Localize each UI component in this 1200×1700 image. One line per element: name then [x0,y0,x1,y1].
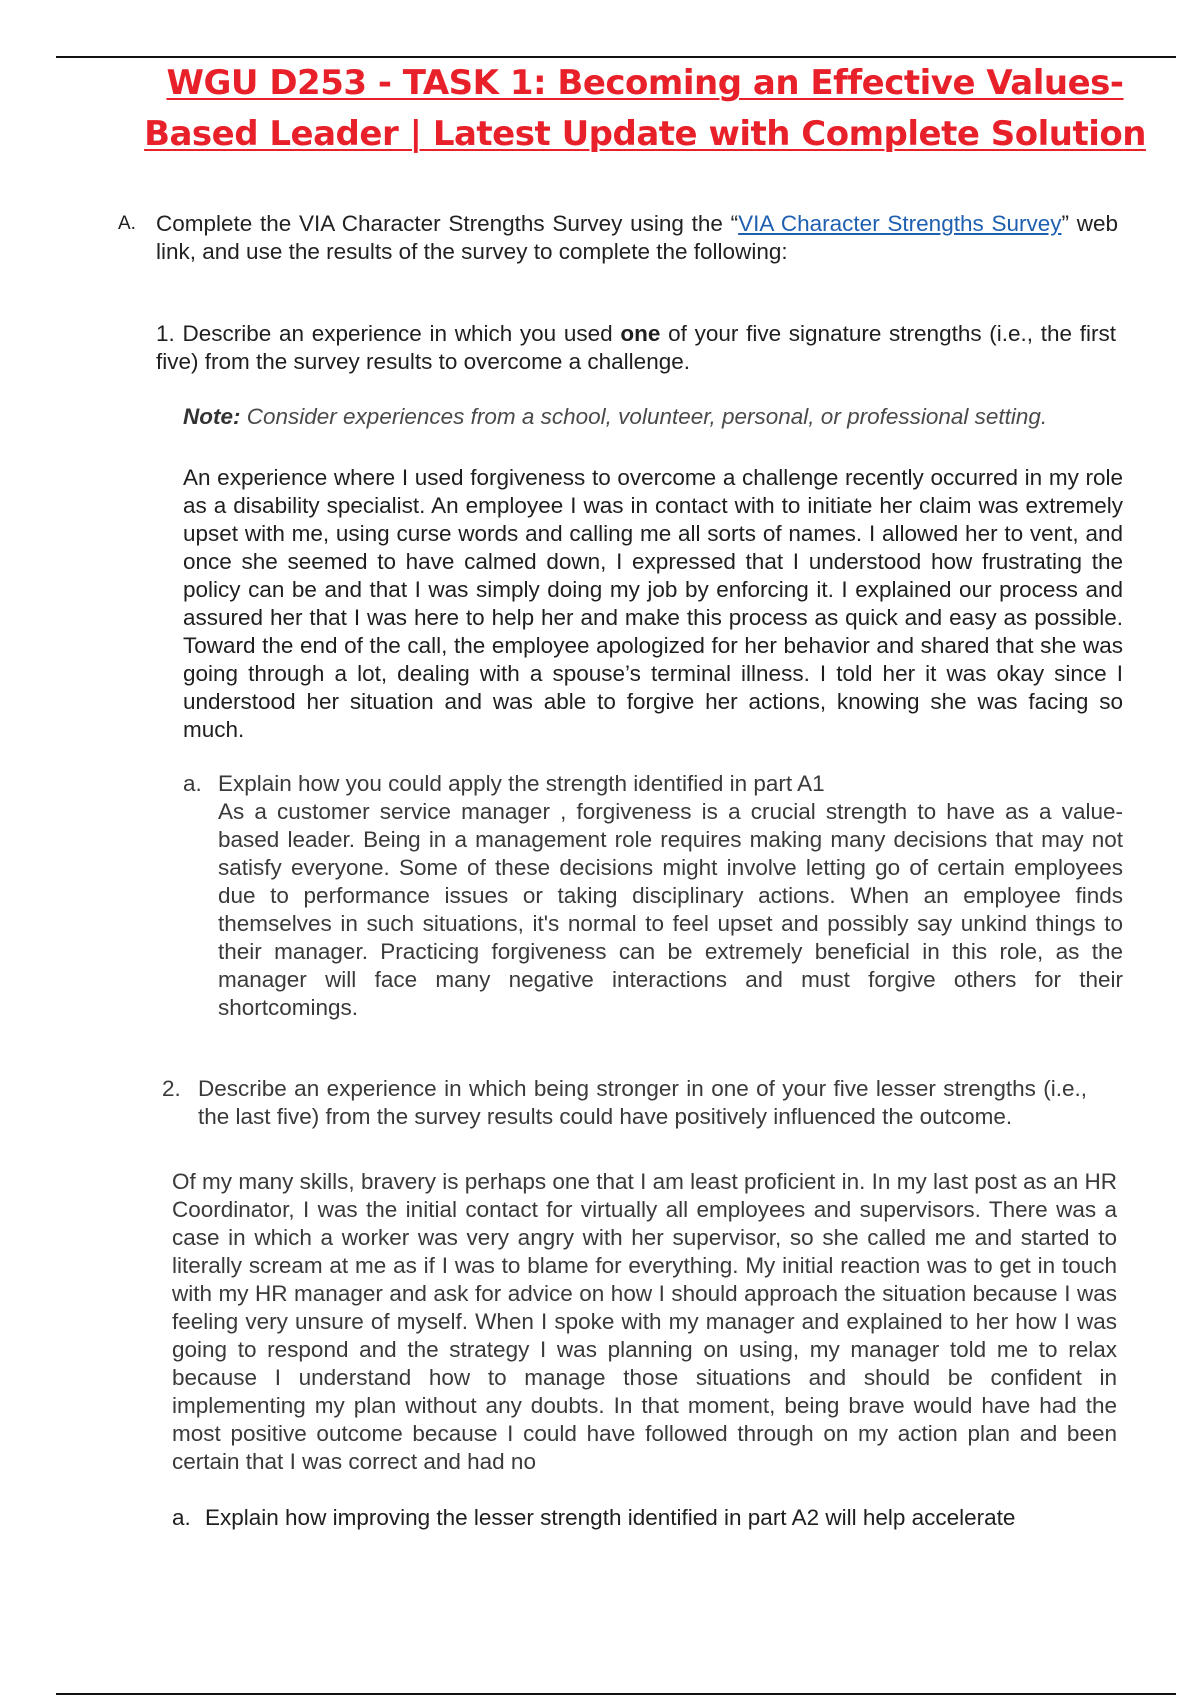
document-title [120,58,1170,160]
question-1-text [156,320,1116,376]
bottom-rule [56,1693,1176,1695]
question-2-text: Describe an experience in which being stronger in one of your five lesser strengths (i.e., the last five) from the survey results could have positively influenced the outcome. [198,1076,1087,1129]
note-text [183,403,1128,431]
note-label: Note: [183,404,241,429]
question-1-text-start: Describe an experience in which you used [182,321,621,346]
question-1a [183,770,1123,1022]
question-2a-label: a. [172,1505,191,1530]
question-1a-prompt: Explain how you could apply the strength identified in part A1 [218,771,825,796]
question-2-number: 2. [162,1076,181,1101]
section-a [118,210,1118,266]
section-a-text-start: Complete the VIA Character Strengths Survey using the “ [156,211,739,236]
question-1a-body [218,770,1123,1022]
note-body: Consider experiences from a school, volunteer, personal, or professional setting. [240,404,1048,429]
title-line-2: Based Leader | Latest Update with Complete Solution [144,114,1146,154]
question-1a-answer: As a customer service manager , forgiveness is a crucial strength to have as a value-based leader. Being in a management role requires making many decisions that may not satisfy everyone. Some of these decisions might involve letting go of certain employees due to performance issues or taking disciplinary actions. When an employee finds themselves in such situations, it's normal to feel upset and possibly say unkind things to their manager. Practicing forgiveness can be extremely beneficial in this role, as the manager will face many negative interactions and must forgive others for their shortcomings. [218,799,1123,1020]
section-a-marker: A. [118,213,136,234]
question-2 [162,1075,1087,1131]
question-1-bold: one [620,321,661,346]
question-1-number: 1. [156,321,175,346]
question-2a [172,1504,1117,1532]
question-1-text-end: of your five signature strengths (i.e., the first five) from the survey results to overcome a challenge. [156,321,1116,374]
section-a-instructions [156,210,1118,266]
question-2a-prompt: Explain how improving the lesser strength identified in part A2 will help accelerate [205,1505,1016,1530]
note [183,403,1128,431]
answer-2 [172,1168,1117,1476]
section-a-text-end: ” web link, and use the results of the survey to complete the following: [156,211,1118,264]
answer-1-text: An experience where I used forgiveness to overcome a challenge recently occurred in my role as a disability specialist. An employee I was in contact with to initiate her claim was extremely upset with me, using curse words and calling me all sorts of names. I allowed her to vent, and once she seemed to have calmed down, I expressed that I understood how frustrating the policy can be and that I was simply doing my job by enforcing it. I explained our process and assured her that I was here to help her and make this process as quick and easy as possible. Toward the end of the call, the employee apologized for her behavior and shared that she was going through a lot, dealing with a spouse’s terminal illness. I told her it was okay since I understood her situation and was able to forgive her actions, knowing she was facing so much. [183,465,1123,742]
question-1 [156,320,1116,376]
title-line-1: WGU D253 - TASK 1: Becoming an Effective Values- [166,63,1124,103]
via-survey-link[interactable]: VIA Character Strengths Survey [738,211,1062,236]
question-1a-label: a. [183,771,202,796]
answer-1 [183,464,1123,744]
answer-2-text: Of my many skills, bravery is perhaps one that I am least proficient in. In my last post as an HR Coordinator, I was the initial contact for virtually all employees and supervisors. There was a case in which a worker was very angry with her supervisor, so she called me and started to literally scream at me as if I was to blame for everything. My initial reaction was to get in touch with my HR manager and ask for advice on how I should approach the situation because I was feeling very unsure of myself. When I spoke with my manager and explained to her how I was going to respond and the strategy I was planning on using, my manager told me to relax because I understand how to manage those situations and should be confident in implementing my plan without any doubts. In that moment, being brave would have had the most positive outcome because I could have followed through on my action plan and been certain that I was correct and had no [172,1169,1117,1474]
